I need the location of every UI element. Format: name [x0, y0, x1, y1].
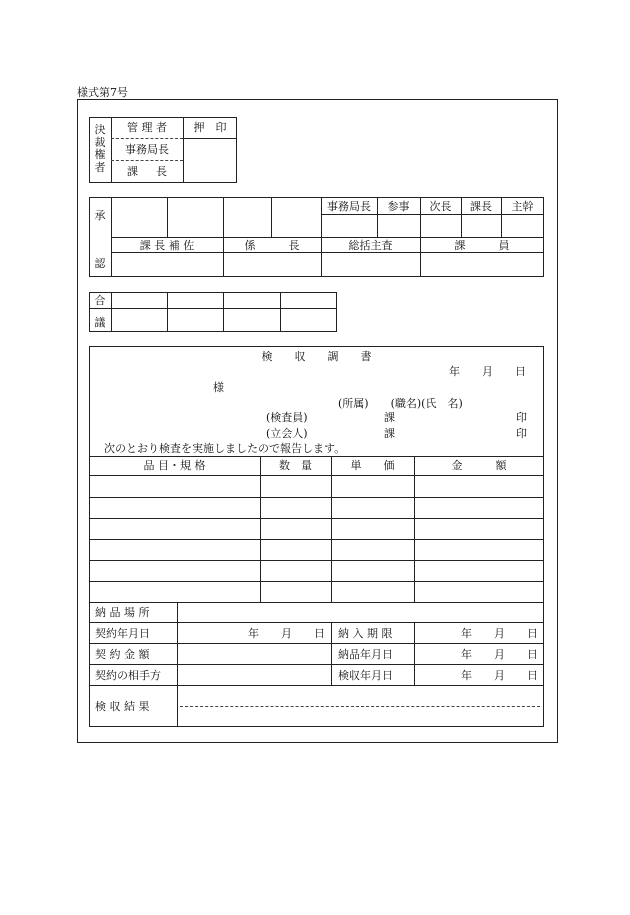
inspection-date-label: 検収年月日 — [338, 669, 393, 682]
consult-label-bottom: 議 — [94, 316, 106, 329]
affiliation-header: (所属) (職名)(氏 名) — [338, 397, 463, 410]
table-row[interactable] — [89, 540, 544, 560]
delivery-place-label: 納 品 場 所 — [95, 606, 150, 619]
item-header-unit-price: 単 価 — [350, 459, 395, 472]
approval-label-top: 承 — [94, 209, 106, 222]
witness-seal: 印 — [516, 427, 527, 440]
inspection-date-value[interactable]: 年 月 日 — [461, 669, 538, 682]
approval-header-councilor: 参事 — [387, 200, 410, 213]
delivery-date-label: 納品年月日 — [338, 648, 393, 661]
approval-header-director: 事務局長 — [327, 200, 371, 213]
approval-header-manager: 主幹 — [511, 200, 534, 213]
report-title: 検 収 調 書 — [261, 350, 372, 363]
approval-label-bottom: 認 — [94, 257, 106, 270]
consult-label-top: 合 — [94, 294, 106, 307]
delivery-place-field[interactable] — [178, 603, 544, 622]
witness-label: (立会人) — [266, 427, 308, 440]
approval-header-senior: 総括主査 — [348, 239, 393, 252]
stamp-director-label: 事務局長 — [125, 143, 169, 156]
item-header-quantity: 数 量 — [279, 459, 312, 472]
contract-date-value[interactable]: 年 月 日 — [248, 627, 325, 640]
stamp-section-label: 課 長 — [127, 165, 167, 178]
form-number: 様式第7号 — [77, 86, 128, 99]
seal-header: 押 印 — [193, 121, 227, 134]
inspection-result-field[interactable] — [178, 686, 544, 726]
stamp-manager-label: 管 理 者 — [127, 121, 167, 134]
table-row[interactable] — [89, 519, 544, 539]
stamp-side-label: 決 裁 権 者 — [94, 123, 106, 174]
addressee-suffix: 様 — [213, 381, 224, 394]
delivery-deadline-value[interactable]: 年 月 日 — [461, 627, 538, 640]
delivery-date-value[interactable]: 年 月 日 — [461, 648, 538, 661]
inspector-seal: 印 — [516, 411, 527, 424]
contract-amount-label: 契 約 金 額 — [95, 648, 150, 661]
inspection-result-label: 検 収 結 果 — [95, 700, 150, 713]
witness-section: 課 — [384, 427, 395, 440]
inspector-section: 課 — [384, 411, 395, 424]
approval-header-deputy: 次長 — [429, 200, 452, 213]
table-row[interactable] — [89, 476, 544, 497]
approval-header-chief: 課長 — [470, 200, 492, 213]
approval-header-assistant: 課 長 補 佐 — [139, 239, 195, 252]
report-statement: 次のとおり検査を実施しましたので報告します。 — [104, 442, 346, 455]
inspector-label: (検査員) — [266, 411, 308, 424]
table-row[interactable] — [89, 561, 544, 581]
approval-header-staff: 課 員 — [454, 239, 510, 252]
counterparty-label: 契約の相手方 — [95, 669, 161, 682]
approval-header-subsection: 係 長 — [244, 239, 300, 252]
report-date: 年 月 日 — [449, 365, 526, 378]
table-row[interactable] — [89, 582, 544, 602]
counterparty-field[interactable] — [178, 665, 331, 685]
item-header-name: 品 目・規 格 — [143, 459, 206, 472]
item-header-amount: 金 額 — [451, 459, 507, 472]
delivery-deadline-label: 納 入 期 限 — [338, 627, 393, 640]
table-row[interactable] — [89, 498, 544, 518]
contract-amount-field[interactable] — [178, 644, 331, 664]
contract-date-label: 契約年月日 — [95, 627, 150, 640]
